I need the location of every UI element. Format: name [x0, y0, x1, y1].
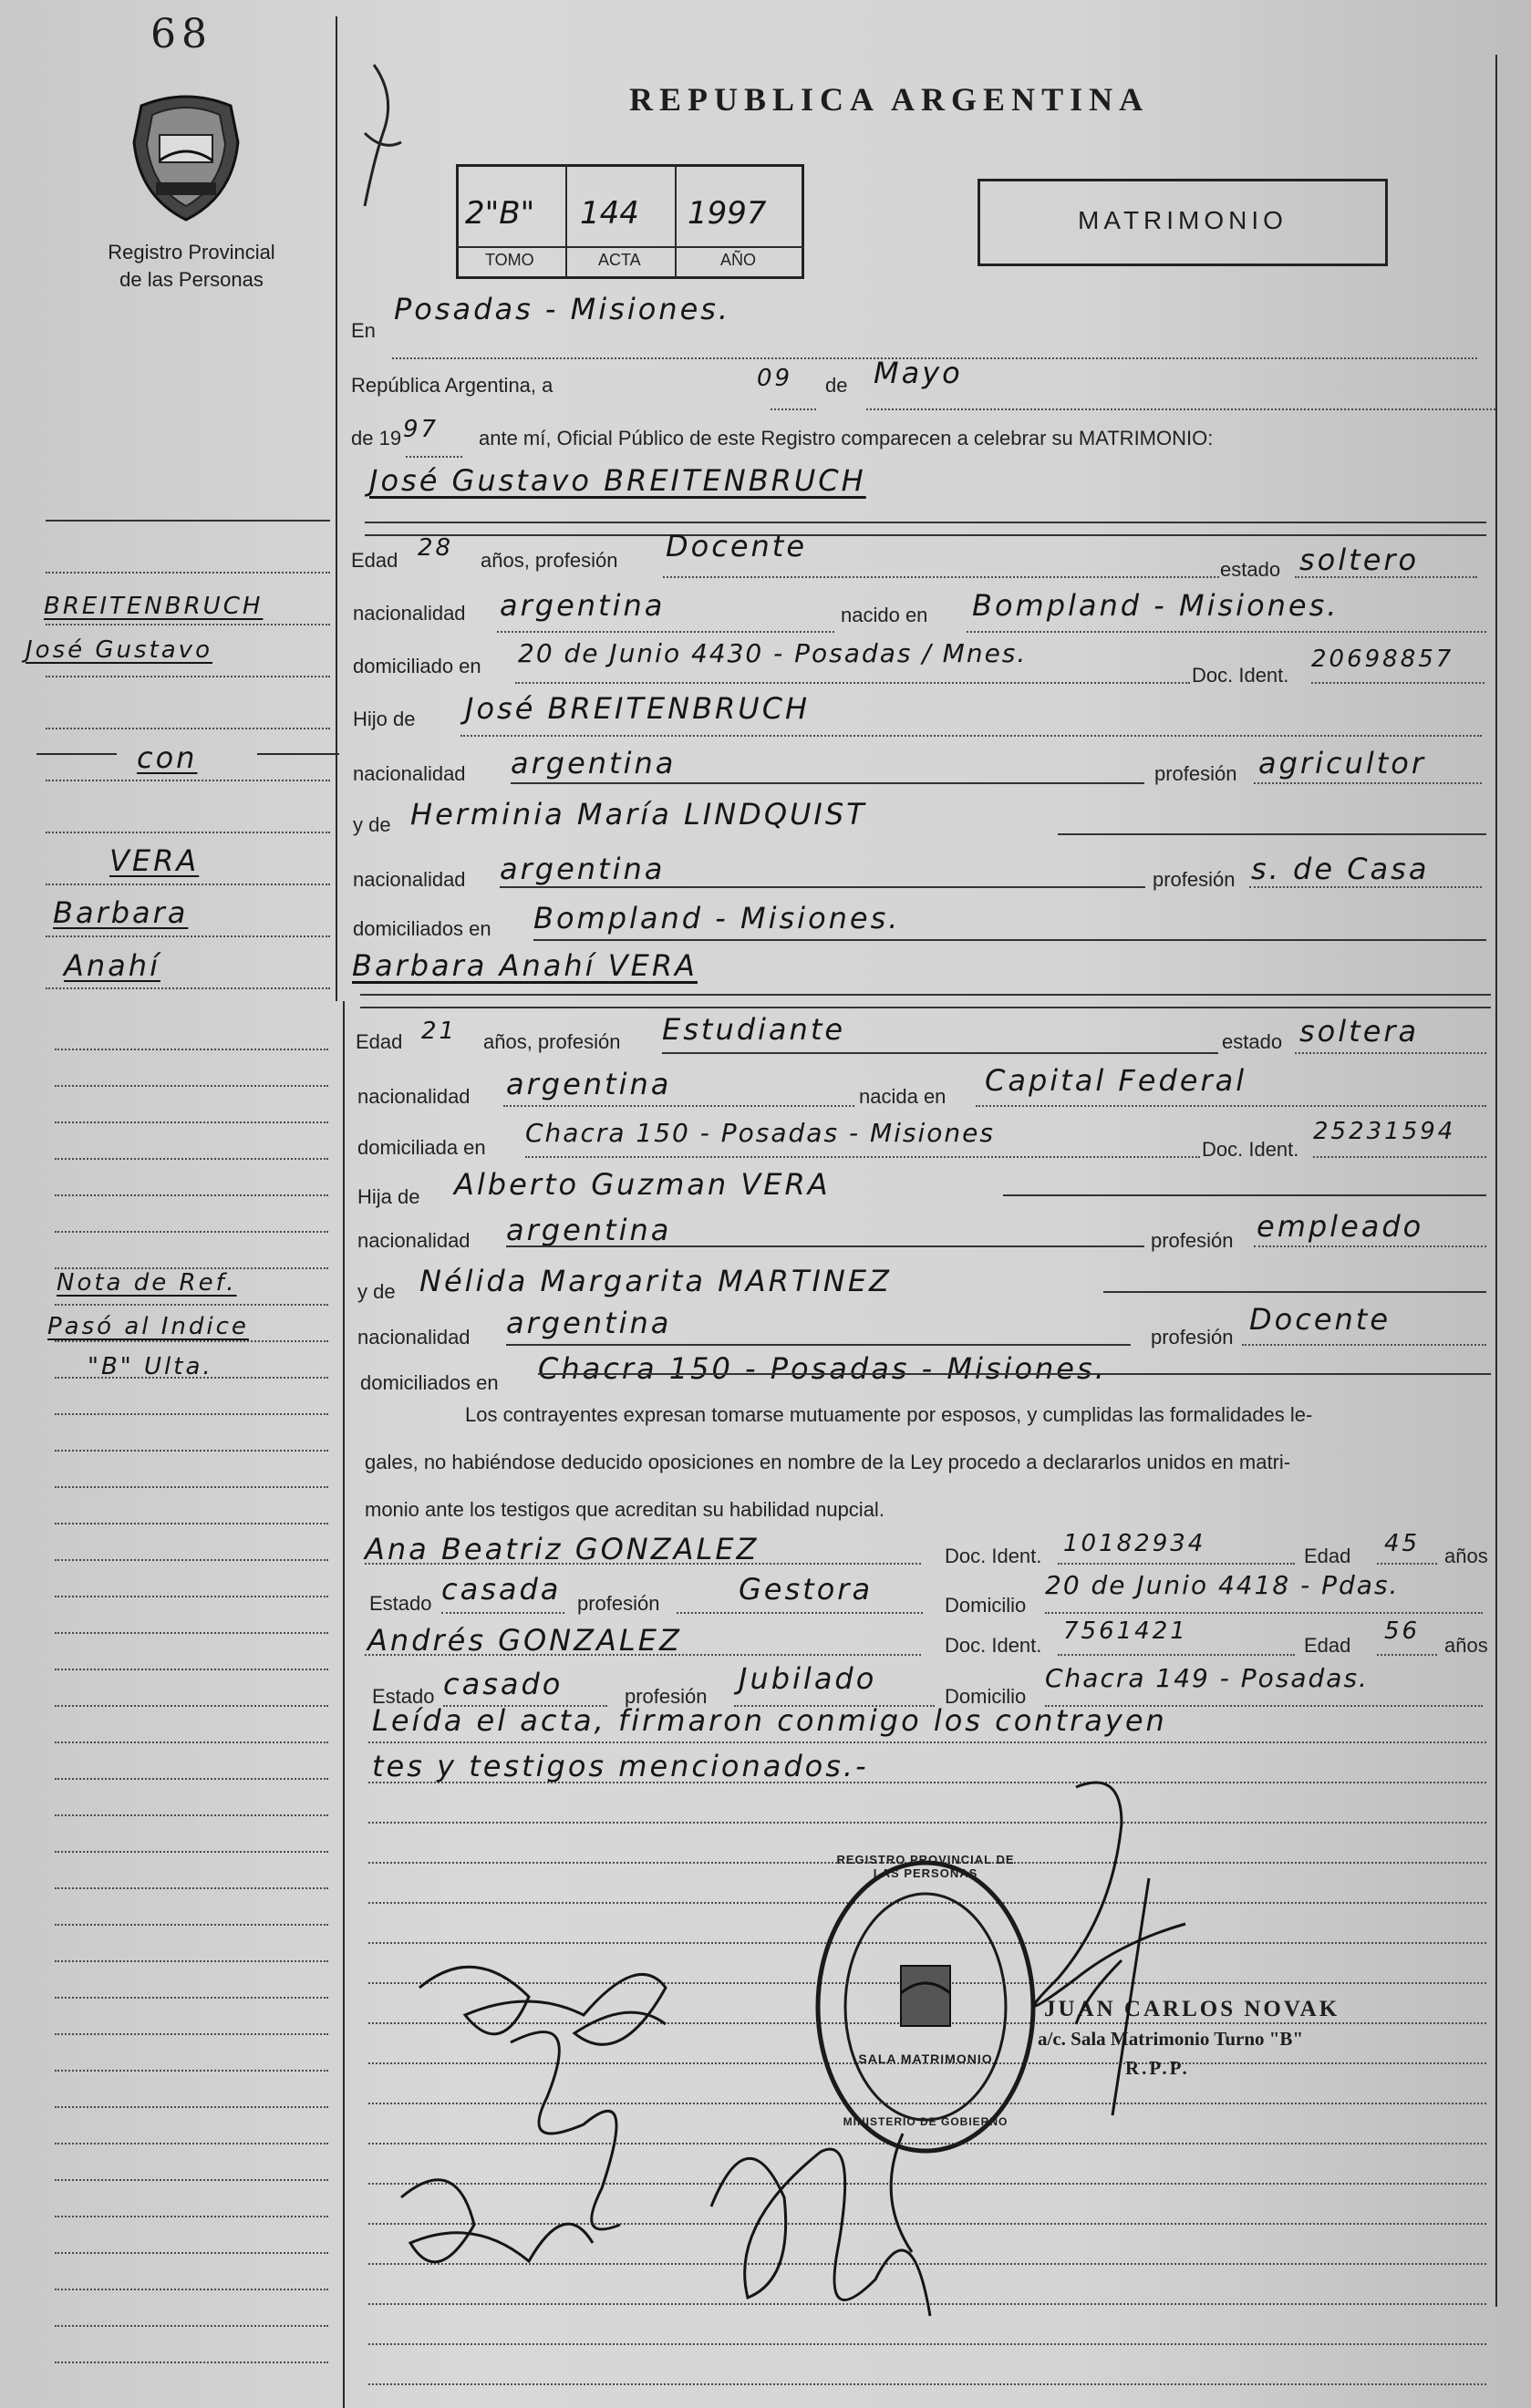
- h-father-prof-label: profesión: [1154, 762, 1237, 785]
- margin-rule: [55, 1705, 328, 1707]
- right-border: [1495, 55, 1497, 2307]
- h-mother-prof-value: s. de Casa: [1251, 852, 1430, 886]
- margin-rule: [55, 1887, 328, 1889]
- form-rule: [500, 886, 1145, 888]
- registry-line-2: de las Personas: [119, 268, 264, 291]
- w-mother-value: Nélida Margarita MARTINEZ: [419, 1264, 892, 1298]
- stamp-inner-1: SALA MATRIMONIO: [858, 2051, 993, 2066]
- h-nacido-label: nacido en: [841, 604, 928, 626]
- margin-rule: [55, 1340, 328, 1342]
- h-father-value: José BREITENBRUCH: [465, 691, 811, 726]
- h-father-prof-value: agricultor: [1258, 746, 1427, 780]
- witness-1-status: casada: [441, 1572, 562, 1607]
- w-parents-domiciliados-label: domiciliados en: [360, 1371, 499, 1394]
- official-name: JUAN CARLOS NOVAK: [1044, 1997, 1340, 2021]
- month-value: Mayo: [874, 356, 963, 390]
- h-mother-value: Herminia María LINDQUIST: [410, 797, 867, 832]
- record-ano: 1997: [688, 195, 767, 232]
- form-rule: [360, 1007, 1491, 1008]
- form-rule: [406, 456, 462, 458]
- signature-official: [1034, 1783, 1185, 2115]
- margin-rule: [55, 1486, 328, 1488]
- witness-2-doc: 7561421: [1063, 1617, 1188, 1645]
- witness-1-doc: 10182934: [1063, 1530, 1206, 1557]
- h-born-value: Bompland - Misiones.: [972, 588, 1340, 623]
- margin-rule: [55, 2289, 328, 2290]
- w-mother-nat-label: nacionalidad: [357, 1326, 471, 1349]
- record-acta: 144: [580, 195, 639, 232]
- country-heading: REPUBLICA ARGENTINA: [629, 81, 1150, 118]
- margin-rule: [55, 1669, 328, 1670]
- w-nacida-label: nacida en: [859, 1085, 947, 1108]
- marginal-note-line-1: Nota de Ref.: [57, 1269, 237, 1297]
- w-estado-label: estado: [1222, 1030, 1283, 1053]
- witness-2-name: Andrés GONZALEZ: [367, 1623, 682, 1658]
- form-rule: [360, 994, 1491, 996]
- form-rule: [365, 534, 1486, 536]
- closing-note-line-1: Leída el acta, firmaron conmigo los contrayen: [372, 1703, 1167, 1738]
- marginal-wife-surname: VERA: [109, 843, 200, 878]
- h-doc-label: Doc. Ident.: [1192, 664, 1289, 687]
- w-address-value: Chacra 150 - Posadas - Misiones: [525, 1118, 995, 1148]
- w2-domicilio-label: Domicilio: [945, 1685, 1027, 1708]
- h-domiciliado-label: domiciliado en: [353, 655, 481, 677]
- margin-rule: [46, 728, 330, 729]
- marginal-note-line-3: "B" Ulta.: [88, 1353, 213, 1380]
- margin-rule: [46, 935, 330, 937]
- form-rule: [771, 408, 816, 410]
- acta-label: ACTA: [598, 251, 641, 269]
- w-age-value: 21: [421, 1018, 458, 1045]
- form-rule: [506, 1344, 1131, 1346]
- h-mother-nat-value: argentina: [500, 852, 666, 886]
- margin-rule: [55, 1559, 328, 1561]
- witness-2-address: Chacra 149 - Posadas.: [1045, 1663, 1369, 1693]
- registry-line-1: Registro Provincial: [108, 241, 275, 264]
- form-rule: [441, 1612, 564, 1614]
- form-rule: [365, 522, 1486, 523]
- h-nationality-value: argentina: [500, 588, 666, 623]
- w-father-prof-value: empleado: [1257, 1209, 1424, 1244]
- form-rule: [1003, 1194, 1486, 1196]
- w1-profesion-label: profesión: [577, 1592, 660, 1615]
- form-rule: [967, 631, 1486, 633]
- form-rule: [1103, 1291, 1486, 1293]
- margin-rule: [55, 2361, 328, 2363]
- margin-rule: [46, 987, 330, 989]
- margin-rule: [55, 2252, 328, 2254]
- form-rule: [1242, 1344, 1486, 1346]
- margin-rule: [46, 884, 330, 885]
- closing-note-line-2: tes y testigos mencionados.-: [372, 1749, 869, 1783]
- form-rule: [368, 1741, 1486, 1743]
- margin-rule: [55, 1304, 328, 1306]
- witness-1-address: 20 de Junio 4418 - Pdas.: [1045, 1570, 1400, 1600]
- signature-wife: [511, 2032, 620, 2229]
- margin-rule: [55, 1632, 328, 1634]
- form-rule: [976, 1105, 1486, 1107]
- margin-rule: [55, 2106, 328, 2108]
- w-born-value: Capital Federal: [985, 1063, 1247, 1098]
- margin-divider: [336, 16, 337, 1001]
- witness-1-age: 45: [1384, 1530, 1421, 1557]
- top-flourish-mark: [347, 60, 419, 243]
- registry-name: [82, 239, 301, 294]
- margin-rule: [46, 676, 330, 677]
- form-rule: [515, 682, 1190, 684]
- h-father-nat-label: nacionalidad: [353, 762, 466, 785]
- h-parents-domiciliados-label: domiciliados en: [353, 917, 491, 940]
- w-mother-nat-value: argentina: [506, 1306, 672, 1340]
- record-box-divider-2: [675, 164, 677, 279]
- republica-label: República Argentina, a: [351, 374, 553, 397]
- w-doc-value: 25231594: [1313, 1118, 1456, 1145]
- year-value: 97: [403, 416, 440, 443]
- marginal-wife-given-2: Anahí: [64, 948, 160, 983]
- margin-rule: [55, 1158, 328, 1160]
- signatures: [365, 1769, 1368, 2407]
- signature-witness-2: [711, 2149, 930, 2316]
- w2-anos-label: años: [1444, 1634, 1488, 1657]
- margin-rule: [55, 1814, 328, 1816]
- form-rule: [1058, 833, 1486, 835]
- w-anos-profesion-label: años, profesión: [483, 1030, 621, 1053]
- h-doc-value: 20698857: [1311, 646, 1454, 673]
- y-de-label: y de: [353, 813, 391, 836]
- margin-rule: [55, 1741, 328, 1743]
- w-nationality-value: argentina: [506, 1067, 672, 1101]
- tomo-label: TOMO: [485, 251, 534, 269]
- form-rule: [1058, 1563, 1295, 1565]
- w-doc-label: Doc. Ident.: [1202, 1138, 1299, 1161]
- signature-witness-1: [401, 2180, 593, 2262]
- margin-rule: [46, 832, 330, 833]
- h-mother-prof-label: profesión: [1153, 868, 1236, 891]
- w1-edad-label: Edad: [1304, 1545, 1351, 1567]
- form-rule: [506, 1245, 1144, 1247]
- w1-domicilio-label: Domicilio: [945, 1594, 1027, 1617]
- marginal-husband-given: José Gustavo: [26, 636, 212, 664]
- form-rule: [365, 1654, 921, 1656]
- record-box-divider-1: [565, 164, 567, 279]
- form-rule: [1295, 1052, 1486, 1054]
- day-value: 09: [757, 365, 793, 392]
- margin-rule: [55, 1194, 328, 1196]
- form-rule: [1311, 682, 1484, 684]
- form-rule: [365, 1563, 921, 1565]
- en-label: En: [351, 319, 376, 342]
- margin-rule: [55, 1121, 328, 1123]
- form-rule: [1058, 1654, 1295, 1656]
- husband-full-name: José Gustavo BREITENBRUCH: [369, 463, 866, 498]
- margin-rule: [55, 2033, 328, 2035]
- ano-label: AÑO: [720, 251, 757, 269]
- margin-rule: [55, 1085, 328, 1087]
- margin-divider-lower: [343, 1001, 345, 2408]
- marginal-husband-surname: BREITENBRUCH: [44, 593, 264, 620]
- w-father-nat-value: argentina: [506, 1213, 672, 1247]
- margin-rule: [55, 1997, 328, 1999]
- witness-2-age: 56: [1384, 1617, 1421, 1645]
- w-edad-label: Edad: [356, 1030, 403, 1053]
- h-parents-address-value: Bompland - Misiones.: [533, 901, 901, 935]
- marginal-wife-given-1: Barbara: [53, 895, 189, 930]
- margin-rule: [55, 1049, 328, 1050]
- w1-estado-label: Estado: [369, 1592, 432, 1615]
- legal-line-1: Los contrayentes expresan tomarse mutuamente por esposos, y cumplidas las formalidades le-: [465, 1403, 1313, 1426]
- hijo-de-label: Hijo de: [353, 708, 416, 730]
- w2-doc-label: Doc. Ident.: [945, 1634, 1042, 1657]
- margin-rule: [55, 2325, 328, 2327]
- legal-line-3: monio ante los testigos que acreditan su habilidad nupcial.: [365, 1498, 884, 1521]
- w2-edad-label: Edad: [1304, 1634, 1351, 1657]
- h-father-nat-value: argentina: [511, 746, 677, 780]
- margin-rule: [55, 1596, 328, 1597]
- h-estado-label: estado: [1220, 558, 1281, 581]
- form-rule: [460, 735, 1482, 737]
- official-title: a/c. Sala Matrimonio Turno "B": [1038, 2028, 1304, 2050]
- w-status-value: soltera: [1299, 1014, 1420, 1049]
- form-rule: [1313, 1156, 1486, 1158]
- w-mother-prof-value: Docente: [1249, 1302, 1391, 1337]
- page-number: 68: [150, 11, 212, 57]
- margin-rule: [46, 780, 330, 781]
- form-rule: [1045, 1612, 1483, 1614]
- form-rule: [533, 939, 1486, 941]
- margin-rule: [55, 1450, 328, 1452]
- margin-rule: [55, 1924, 328, 1926]
- h-profession-value: Docente: [666, 529, 808, 563]
- margin-rule: [46, 520, 330, 522]
- form-rule: [525, 1156, 1200, 1158]
- margin-rule: [55, 1960, 328, 1962]
- witness-1-name: Ana Beatriz GONZALEZ: [365, 1532, 760, 1566]
- marginal-con-right-stroke: [257, 753, 339, 755]
- w2-estado-label: Estado: [372, 1685, 435, 1708]
- official-org: R.P.P.: [1125, 2057, 1190, 2079]
- w-parents-address-value: Chacra 150 - Posadas - Misiones.: [538, 1351, 1107, 1386]
- w-father-prof-label: profesión: [1151, 1229, 1234, 1252]
- h-address-value: 20 de Junio 4430 - Posadas / Mnes.: [518, 638, 1028, 668]
- witness-2-profession: Jubilado: [739, 1661, 877, 1696]
- h-edad-label: Edad: [351, 549, 398, 572]
- witness-2-status: casado: [443, 1667, 564, 1701]
- margin-rule: [55, 2179, 328, 2181]
- form-rule: [1377, 1563, 1437, 1565]
- w2-profesion-label: profesión: [625, 1685, 708, 1708]
- margin-rule: [55, 2216, 328, 2217]
- record-box-label-rule: [456, 246, 804, 248]
- form-rule: [1249, 886, 1482, 888]
- w-nacionalidad-label: nacionalidad: [357, 1085, 471, 1108]
- form-rule: [1295, 576, 1477, 578]
- legal-text: [365, 1391, 1491, 1534]
- w1-doc-label: Doc. Ident.: [945, 1545, 1042, 1567]
- w1-anos-label: años: [1444, 1545, 1488, 1567]
- h-status-value: soltero: [1299, 543, 1420, 577]
- w-father-nat-label: nacionalidad: [357, 1229, 471, 1252]
- form-rule: [1254, 1245, 1486, 1247]
- form-rule: [866, 408, 1495, 410]
- de-label: de: [825, 374, 848, 397]
- form-rule: [677, 1612, 923, 1614]
- form-rule: [538, 1373, 1491, 1375]
- h-age-value: 28: [418, 534, 454, 562]
- record-tomo: 2"B": [465, 195, 535, 232]
- margin-rule: [46, 624, 330, 625]
- stamp-inner-2: MINISTERIO DE GOBIERNO: [843, 2115, 1009, 2128]
- w-mother-prof-label: profesión: [1151, 1326, 1234, 1349]
- form-rule: [511, 782, 1144, 784]
- form-rule: [663, 576, 1219, 578]
- w-domiciliada-label: domiciliada en: [357, 1136, 486, 1159]
- form-rule: [662, 1052, 1218, 1054]
- record-type: MATRIMONIO: [1078, 206, 1288, 234]
- de19-label: de 19: [351, 427, 402, 450]
- form-rule: [1377, 1654, 1437, 1656]
- margin-rule: [55, 2143, 328, 2144]
- h-anos-profesion-label: años, profesión: [481, 549, 618, 572]
- legal-line-2: gales, no habiéndose deducido oposiciones en nombre de la Ley procedo a declararlos unidos en matri-: [365, 1451, 1291, 1473]
- ante-mi-text: ante mí, Oficial Público de este Registro comparecen a celebrar su MATRIMONIO:: [479, 427, 1214, 450]
- margin-rule: [55, 1851, 328, 1853]
- stamp-ring-text: REGISTRO PROVINCIAL DE LAS PERSONAS: [836, 1853, 1015, 1880]
- margin-rule: [55, 2070, 328, 2072]
- margin-rule: [55, 1231, 328, 1233]
- h-nacionalidad-label: nacionalidad: [353, 602, 466, 625]
- margin-rule: [55, 1778, 328, 1780]
- form-rule: [503, 1105, 854, 1107]
- h-mother-nat-label: nacionalidad: [353, 868, 466, 891]
- margin-rule: [46, 572, 330, 574]
- form-rule: [1254, 782, 1482, 784]
- hija-de-label: Hija de: [357, 1185, 420, 1208]
- w-profession-value: Estudiante: [662, 1012, 846, 1047]
- w-y-de-label: y de: [357, 1280, 396, 1303]
- witness-1-profession: Gestora: [739, 1572, 874, 1607]
- wife-full-name: Barbara Anahí VERA: [352, 948, 698, 983]
- marginal-con: con: [137, 740, 198, 775]
- marginal-note-line-2: Pasó al Indice: [47, 1313, 249, 1340]
- marginal-con-left-stroke: [36, 753, 117, 755]
- form-rule: [497, 631, 834, 633]
- place-value: Posadas - Misiones.: [394, 292, 731, 326]
- w-father-value: Alberto Guzman VERA: [454, 1167, 831, 1202]
- margin-rule: [55, 1523, 328, 1524]
- margin-rule: [55, 1413, 328, 1415]
- registry-seal-emblem: [123, 88, 249, 224]
